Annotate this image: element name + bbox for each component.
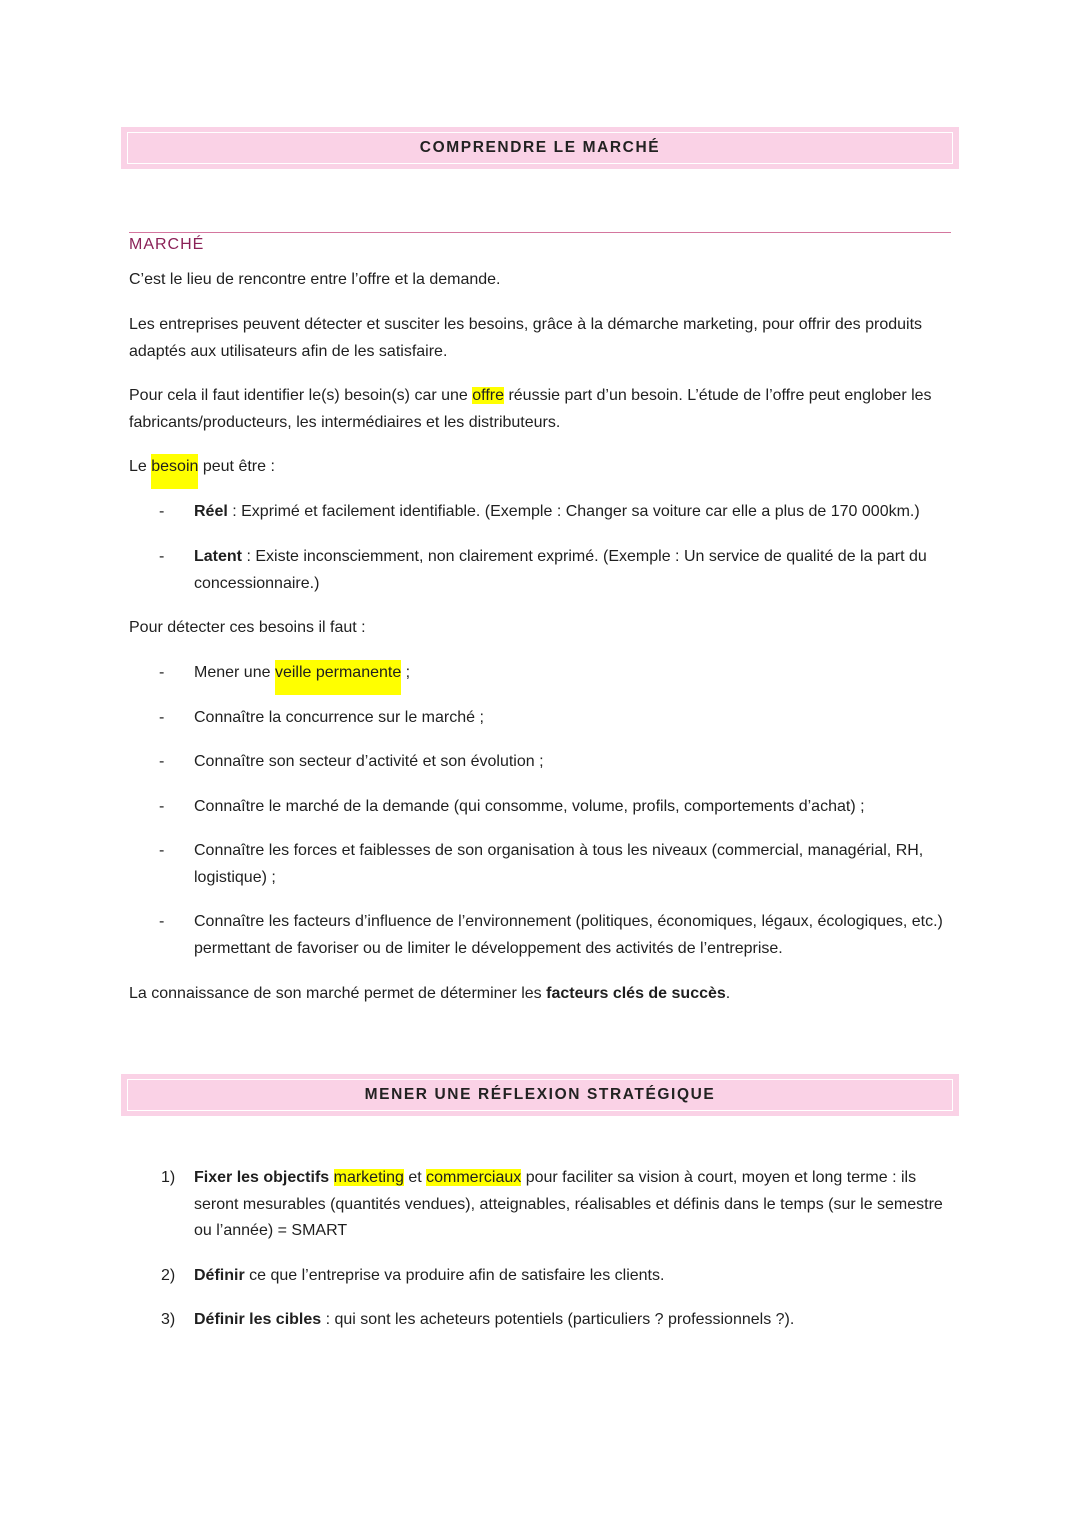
highlight-besoin: besoin	[151, 454, 198, 489]
highlight-offre: offre	[472, 387, 504, 404]
paragraph-facteurs-cles: La connaissance de son marché permet de déterminer les facteurs clés de succès.	[129, 985, 731, 1002]
highlight-commerciaux: commerciaux	[426, 1169, 522, 1186]
dash-marker: -	[159, 842, 165, 859]
paragraph-offre: Pour cela il faut identifier le(s) besoin(s) car une offre réussie part d’un besoin. L’étude de l’offre peut englober les fabricants/producteurs, les intermédiaires et les distributeurs.	[129, 387, 932, 431]
paragraph-detecter: Pour détecter ces besoins il faut :	[129, 619, 366, 636]
dash-marker: -	[159, 753, 165, 770]
banner-title: MENER UNE RÉFLEXION STRATÉGIQUE	[127, 1079, 953, 1111]
highlight-veille: veille permanente	[275, 660, 401, 695]
dash-marker: -	[159, 664, 165, 681]
dash-marker: -	[159, 709, 165, 726]
dash-marker: -	[159, 503, 165, 520]
banner-title: COMPRENDRE LE MARCHÉ	[127, 132, 953, 164]
dash-marker: -	[159, 548, 165, 565]
section-banner-strategie	[121, 1074, 959, 1116]
number-marker: 2)	[161, 1267, 176, 1284]
paragraph-besoin: Le besoin peut être :	[129, 454, 955, 489]
highlight-marketing: marketing	[333, 1169, 404, 1186]
paragraph-definition: C’est le lieu de rencontre entre l’offre et la demande.	[129, 271, 501, 288]
number-marker: 1)	[161, 1169, 176, 1186]
number-marker: 3)	[161, 1311, 176, 1328]
dash-marker: -	[159, 913, 165, 930]
section-heading-marche: MARCHÉ	[129, 236, 205, 253]
heading-rule	[129, 232, 951, 233]
dash-marker: -	[159, 798, 165, 815]
paragraph-entreprises: Les entreprises peuvent détecter et susciter les besoins, grâce à la démarche marketing, pour offrir des produits adaptés aux utilisateurs afin de les satisfaire.	[129, 316, 923, 360]
section-banner-comprendre	[121, 127, 959, 169]
